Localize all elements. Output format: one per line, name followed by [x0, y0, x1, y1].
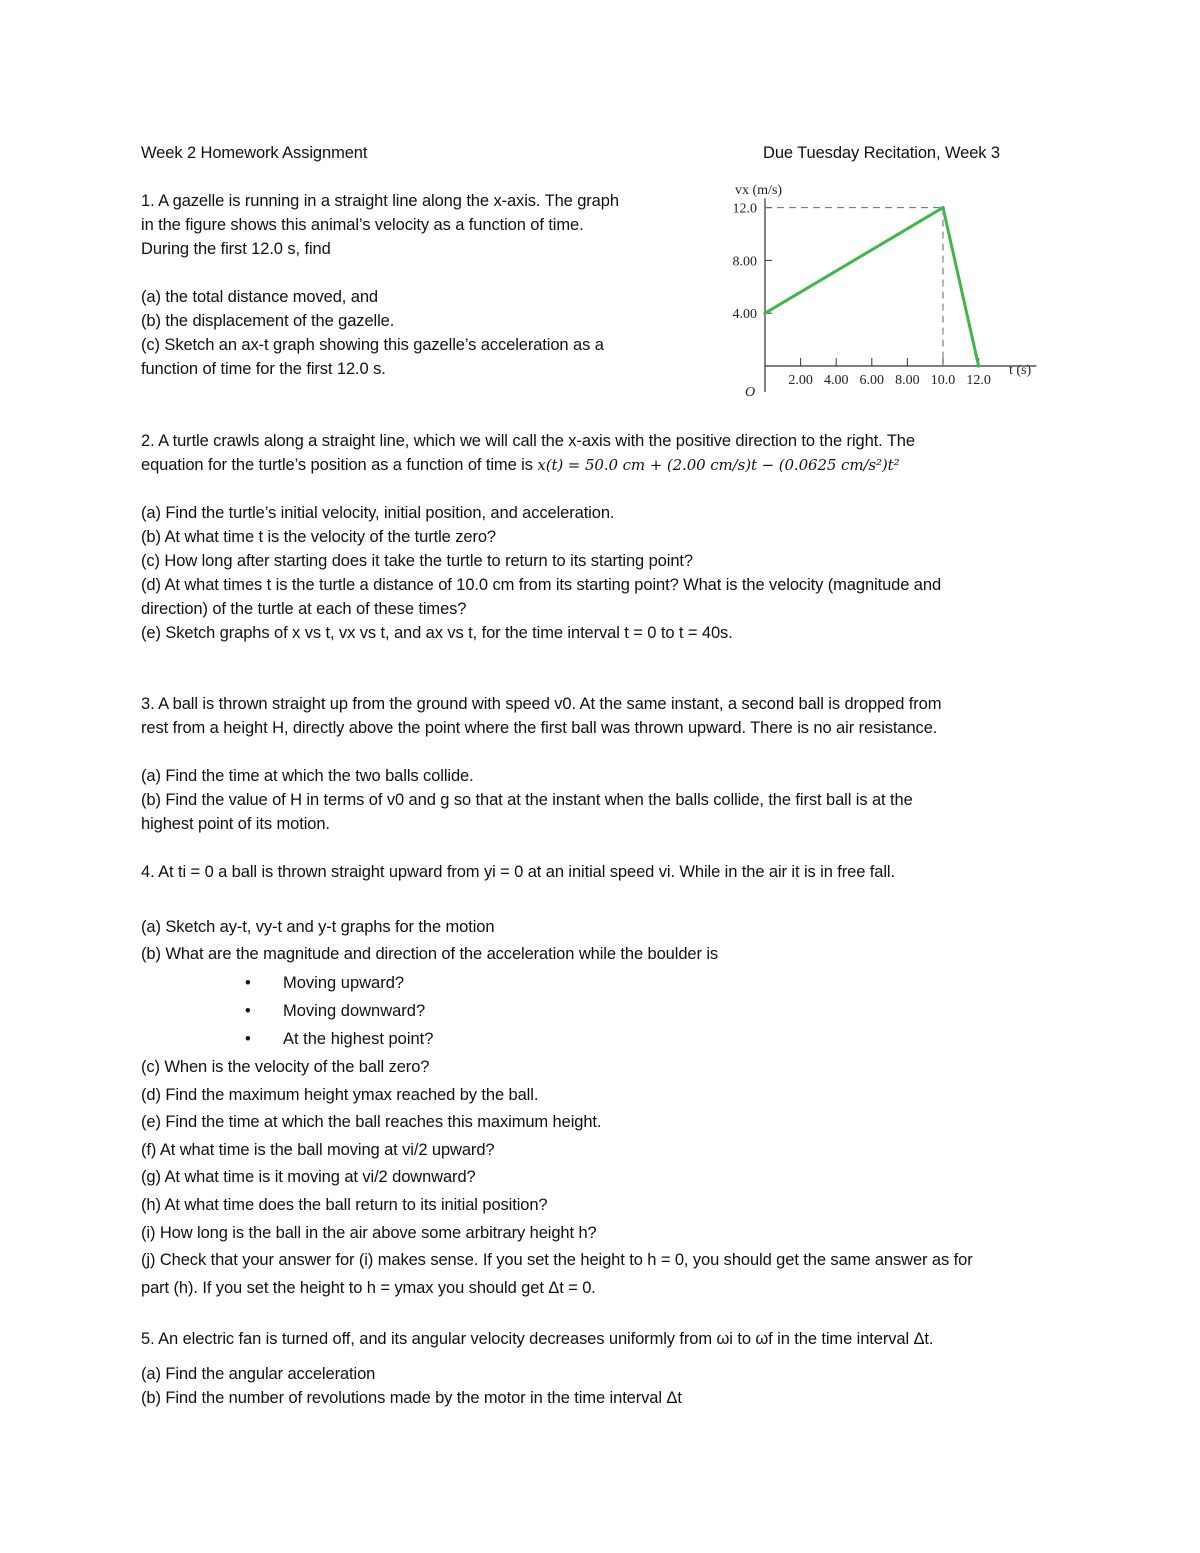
q1-part-c-line-1: (c) Sketch an ax-t graph showing this gazelle’s acceleration as a: [141, 336, 604, 354]
data-point: [977, 364, 980, 367]
q1-line-1: 1. A gazelle is running in a straight line along the x-axis. The graph: [141, 192, 619, 210]
q4-part-e: (e) Find the time at which the ball reaches this maximum height.: [141, 1113, 602, 1131]
q4-part-h: (h) At what time does the ball return to its initial position?: [141, 1196, 548, 1214]
q4-part-d: (d) Find the maximum height ymax reached by the ball.: [141, 1086, 539, 1104]
x-tick-label: 6.00: [859, 373, 885, 388]
q4-part-g: (g) At what time is it moving at vi/2 downward?: [141, 1168, 476, 1186]
q2-line-2: [141, 454, 900, 476]
q4-line-1: 4. At ti = 0 a ball is thrown straight upward from yi = 0 at an initial speed vi. While in the air it is in free fall.: [141, 863, 895, 881]
x-tick-label: 10.0: [930, 373, 956, 388]
q4-part-b: (b) What are the magnitude and direction of the acceleration while the boulder is: [141, 945, 719, 963]
velocity-series-line: [765, 208, 979, 366]
q2-part-c: (c) How long after starting does it take the turtle to return to its starting point?: [141, 552, 693, 570]
q4-part-j-line-2: part (h). If you set the height to h = ymax you should get Δt = 0.: [141, 1279, 596, 1297]
velocity-time-chart: [725, 178, 1045, 400]
q1-part-c-line-2: function of time for the first 12.0 s.: [141, 360, 386, 378]
bullet-marker: •: [245, 1030, 251, 1048]
q5-part-a: (a) Find the angular acceleration: [141, 1365, 376, 1383]
q4-part-i: (i) How long is the ball in the air above some arbitrary height h?: [141, 1224, 597, 1242]
y-tick-label: 8.00: [732, 254, 757, 270]
x-tick-label: 4.00: [823, 373, 849, 388]
x-tick-label: 8.00: [895, 373, 920, 388]
q3-part-b-line-2: highest point of its motion.: [141, 815, 330, 833]
q2-part-d-line-2: direction) of the turtle at each of these times?: [141, 600, 467, 618]
q2-position-equation: x(t) = 50.0 cm + (2.00 cm/s)t − (0.0625 cm/s²)t²: [537, 456, 900, 474]
q5-line-1: 5. An electric fan is turned off, and its angular velocity decreases uniformly from ωi to ωf in the time interval Δt.: [141, 1330, 934, 1348]
q2-part-e: (e) Sketch graphs of x vs t, vx vs t, and ax vs t, for the time interval t = 0 to t = 40s.: [141, 624, 733, 642]
assignment-title: Week 2 Homework Assignment: [141, 144, 368, 162]
q3-line-2: rest from a height H, directly above the point where the first ball was thrown upward. There is no air resistance.: [141, 719, 938, 737]
y-tick-label: 12.0: [732, 201, 757, 217]
q4-part-a: (a) Sketch ay-t, vy-t and y-t graphs for the motion: [141, 918, 495, 936]
q5-part-b: (b) Find the number of revolutions made by the motor in the time interval Δt: [141, 1389, 682, 1407]
q1-part-b: (b) the displacement of the gazelle.: [141, 312, 395, 330]
q4-part-c: (c) When is the velocity of the ball zero?: [141, 1058, 430, 1076]
q2-part-d-line-1: (d) At what times t is the turtle a distance of 10.0 cm from its starting point? What is the velocity (magnitude and: [141, 576, 942, 594]
q1-line-2: in the figure shows this animal’s velocity as a function of time.: [141, 216, 584, 234]
q4-bullet-item: Moving upward?: [283, 974, 405, 992]
q2-line-1: 2. A turtle crawls along a straight line, which we will call the x-axis with the positive direction to the right. The: [141, 432, 915, 450]
data-point: [763, 312, 766, 315]
origin-label: O: [745, 385, 756, 400]
x-tick-label: 2.00: [788, 373, 813, 388]
q1-part-a: (a) the total distance moved, and: [141, 288, 379, 306]
q2-part-b: (b) At what time t is the velocity of the turtle zero?: [141, 528, 497, 546]
data-point: [941, 206, 944, 209]
q3-line-1: 3. A ball is thrown straight up from the ground with speed v0. At the same instant, a second ball is dropped from: [141, 695, 942, 713]
q3-part-b-line-1: (b) Find the value of H in terms of v0 and g so that at the instant when the balls collide, the first ball is at the: [141, 791, 913, 809]
y-tick-label: 4.00: [732, 307, 757, 323]
q1-line-3: During the first 12.0 s, find: [141, 240, 331, 258]
bullet-marker: •: [245, 1002, 251, 1020]
x-tick-label: 12.0: [966, 373, 991, 388]
bullet-marker: •: [245, 974, 251, 992]
q2-part-a: (a) Find the turtle’s initial velocity, initial position, and acceleration.: [141, 504, 615, 522]
x-axis-label: t (s): [1009, 363, 1032, 378]
q4-part-f: (f) At what time is the ball moving at vi/2 upward?: [141, 1141, 495, 1159]
q3-part-a: (a) Find the time at which the two balls collide.: [141, 767, 474, 785]
y-axis-label: vx (m/s): [735, 183, 783, 198]
q2-line-2-text: equation for the turtle’s position as a function of time is: [141, 456, 538, 474]
due-date: Due Tuesday Recitation, Week 3: [763, 144, 1000, 162]
q4-bullet-item: At the highest point?: [283, 1030, 434, 1048]
q4-bullet-item: Moving downward?: [283, 1002, 426, 1020]
q4-part-j-line-1: (j) Check that your answer for (i) makes sense. If you set the height to h = 0, you should get the same answer as for: [141, 1251, 973, 1269]
